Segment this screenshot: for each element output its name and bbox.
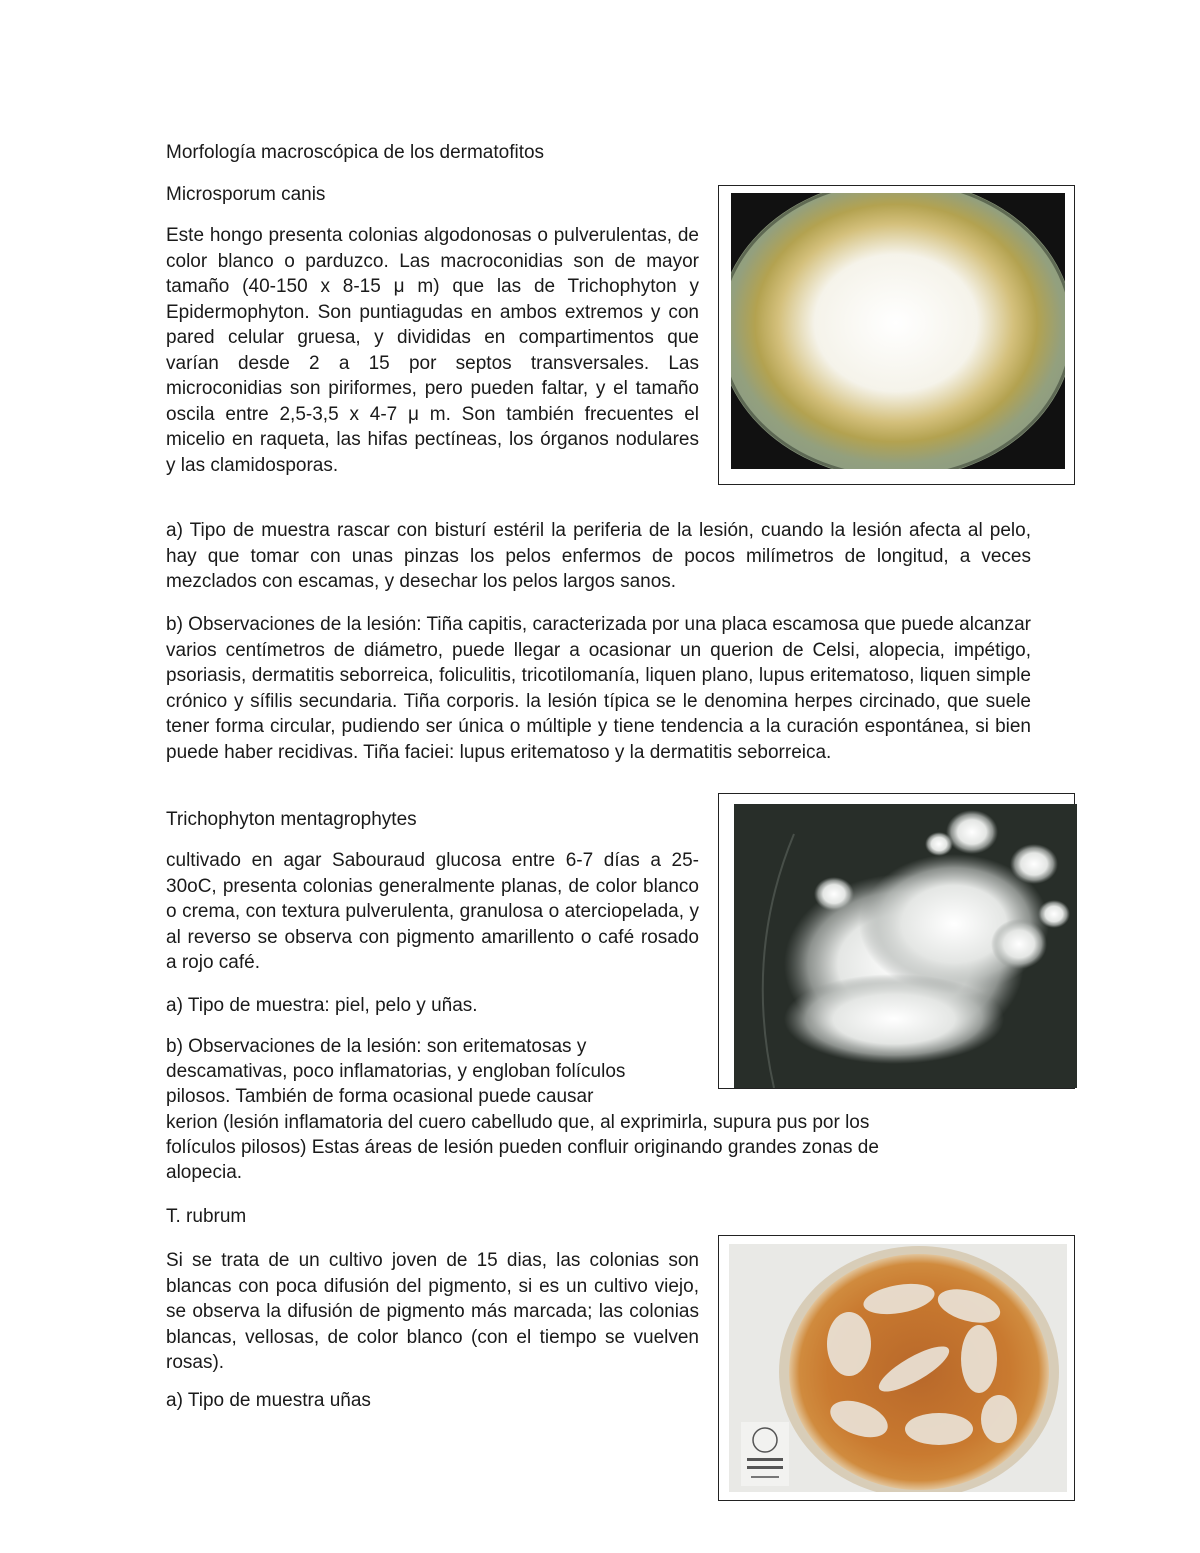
trichophyton-mentagrophytes-observations-line-5: folículos pilosos) Estas áreas de lesión pueden confluir originando grandes zonas de [166,1137,879,1158]
trichophyton-mentagrophytes-observations-line-3: pilosos. También de forma ocasional puede causar [166,1086,594,1107]
section-heading-t-rubrum: T. rubrum [166,1206,247,1227]
microsporum-canis-observations: b) Observaciones de la lesión: Tiña capitis, caracterizada por una placa escamosa que puede alcanzar varios centímetros de diámetro, puede llegar a ocasionar un querion de Celsi, alopecia, impétigo, psoriasis, dermatitis seborreica, foliculitis, tricotilomanía, liquen plano, lupus eritematoso, liquen simple crónico y sífilis secundaria. Tiña corporis. la lesión típica se le denomina herpes circinado, que suele tener forma circular, pudiendo ser única o múltiple y tiene tendencia a la curación espontánea, si bien puede haber recidivas. Tiña faciei: lupus eritematoso y la dermatitis seborreica. [166,614,1032,763]
trichophyton-mentagrophytes-culture-image [718,793,1075,1089]
trichophyton-mentagrophytes-observations-line-2: descamativas, poco inflamatorias, y engloban folículos [166,1061,626,1082]
trichophyton-mentagrophytes-culture-photo [734,804,1077,1088]
microsporum-canis-description: Este hongo presenta colonias algodonosas o pulverulentas, de color blanco o parduzco. Las macroconidias son de mayor tamaño (40-150 x 8-15 μ m) que las de Trichophyton y Epidermophyton. Son puntiagudas en ambos extremos y con pared celular gruesa, y divididas en compartimentos que varían desde 2 a 15 por septos transversales. Las microconidias son piriformes, pero pueden faltar, y el tamaño oscila entre 2,5-3,5 x 4-7 μ m. Son también frecuentes el micelio en raqueta, las hifas pectíneas, los órganos nodulares y las clamidosporas. [166,225,699,476]
t-rubrum-sample: a) Tipo de muestra uñas [166,1390,371,1411]
microsporum-canis-culture-image [718,185,1075,485]
section-heading-microsporum-canis: Microsporum canis [166,184,326,205]
trichophyton-mentagrophytes-description: cultivado en agar Sabouraud glucosa entre 6-7 días a 25-30oC, presenta colonias generalmente planas, de color blanco o crema, con textura pulverulenta, granulosa o aterciopelada, y al reverso se observa con pigmento amarillento o café rosado a rojo café. [166,850,699,973]
trichophyton-mentagrophytes-observations-line-6: alopecia. [166,1162,243,1183]
trichophyton-mentagrophytes-observations-line-1: b) Observaciones de la lesión: son eritematosas y [166,1036,587,1057]
microsporum-canis-sample: a) Tipo de muestra rascar con bisturí estéril la periferia de la lesión, cuando la lesión afecta al pelo, hay que tomar con unas pinzas los pelos enfermos de pocos milímetros de longitud, a veces mezclados con escamas, y desechar los pelos largos sanos. [166,520,1031,592]
trichophyton-mentagrophytes-sample: a) Tipo de muestra: piel, pelo y uñas. [166,995,478,1016]
microsporum-canis-culture-photo [731,193,1065,469]
t-rubrum-culture-photo [729,1244,1067,1492]
trichophyton-mentagrophytes-observations-line-4: kerion (lesión inflamatoria del cuero cabelludo que, al exprimirla, supura pus por los [166,1112,870,1133]
t-rubrum-description: Si se trata de un cultivo joven de 15 dias, las colonias son blancas con poca difusión del pigmento, si es un cultivo viejo, se observa la difusión de pigmento más marcada; las colonias blancas, vellosas, de color blanco (con el tiempo se vuelven rosas). [166,1250,699,1373]
section-heading-trichophyton-mentagrophytes: Trichophyton mentagrophytes [166,809,417,830]
t-rubrum-culture-image [718,1235,1075,1501]
document-title: Morfología macroscópica de los dermatofitos [166,142,545,163]
